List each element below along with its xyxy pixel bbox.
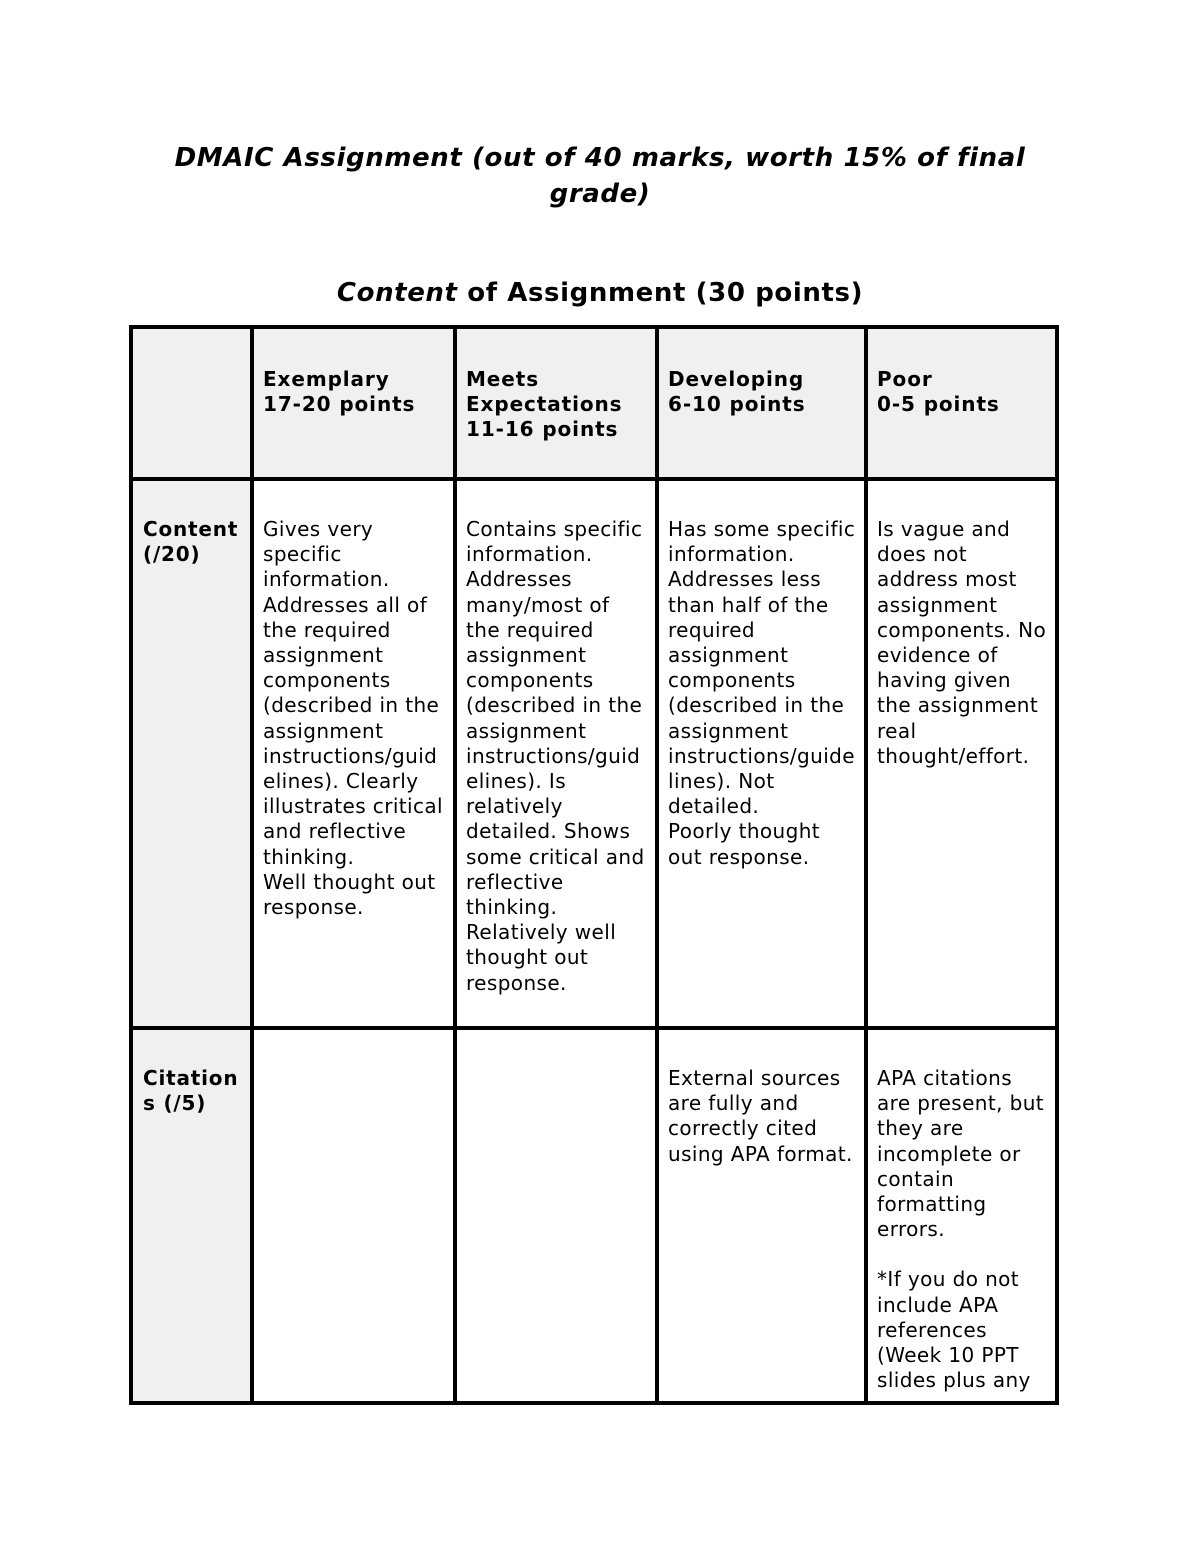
row-label-citations: Citations (/5) bbox=[131, 1028, 252, 1403]
level-name: Meets Expectations bbox=[466, 367, 623, 417]
criterion-cell bbox=[866, 479, 1057, 1028]
criterion-cell bbox=[455, 479, 657, 1028]
level-points: 0-5 points bbox=[877, 392, 1000, 417]
criterion-text: External sources are fully and correctly cited using APA format. bbox=[668, 1066, 853, 1166]
level-header-exemplary bbox=[252, 327, 455, 479]
criterion-cell bbox=[657, 479, 866, 1028]
criterion-text: Gives very specific information. Addresses all of the required assignment components (described in the assignment instructions/guidelines). Clearly illustrates critical and reflective thinking. bbox=[263, 517, 443, 869]
row-label-content: Content (/20) bbox=[131, 479, 252, 1028]
criterion-cell bbox=[866, 1028, 1057, 1403]
criterion-cell bbox=[455, 1028, 657, 1403]
criterion-text: Has some specific information. Addresses less than half of the required assignment components (described in the assignment instructions/guidelines). Not detailed. bbox=[668, 517, 856, 819]
criterion-text: Is vague and does not address most assignment components. No evidence of having given the assignment real thought/effort. bbox=[877, 517, 1047, 768]
level-points: 11-16 points bbox=[466, 417, 619, 442]
rubric-row-content bbox=[131, 479, 1057, 1028]
criterion-text: *If you do not include APA references (Week 10 PPT slides plus any bbox=[877, 1267, 1031, 1393]
criterion-cell bbox=[657, 1028, 866, 1403]
level-points: 6-10 points bbox=[668, 392, 806, 417]
rubric-table bbox=[129, 325, 1059, 1405]
level-name: Poor bbox=[877, 367, 933, 391]
rubric-row-citations bbox=[131, 1028, 1057, 1403]
criterion-cell bbox=[252, 479, 455, 1028]
level-name: Exemplary bbox=[263, 367, 390, 391]
level-points: 17-20 points bbox=[263, 392, 416, 417]
level-header-developing bbox=[657, 327, 866, 479]
criterion-text: APA citations are present, but they are incomplete or contain formatting errors. bbox=[877, 1066, 1045, 1242]
level-name: Developing bbox=[668, 367, 805, 391]
level-header-meets-expectations bbox=[455, 327, 657, 479]
criterion-text: Well thought out response. bbox=[263, 869, 436, 920]
criterion-text: Contains specific information. Addresses many/most of the required assignment components (described in the assignment instructions/guidelines). Is relatively detailed. Shows some critical and reflective thinking. Relatively well thought out response. bbox=[466, 517, 645, 995]
paragraph-gap bbox=[877, 1242, 1047, 1267]
criterion-cell bbox=[252, 1028, 455, 1403]
rubric-corner-cell bbox=[131, 327, 252, 479]
section-heading-emphasis: Content bbox=[336, 278, 458, 308]
document-title: DMAIC Assignment (out of 40 marks, worth 15% of final grade) bbox=[174, 143, 1026, 209]
criterion-text: Poorly thought out response. bbox=[668, 819, 821, 869]
section-heading-rest: of Assignment (30 points) bbox=[457, 278, 864, 308]
rubric-header-row bbox=[131, 327, 1057, 479]
level-header-poor bbox=[866, 327, 1057, 479]
section-heading bbox=[130, 276, 1070, 310]
